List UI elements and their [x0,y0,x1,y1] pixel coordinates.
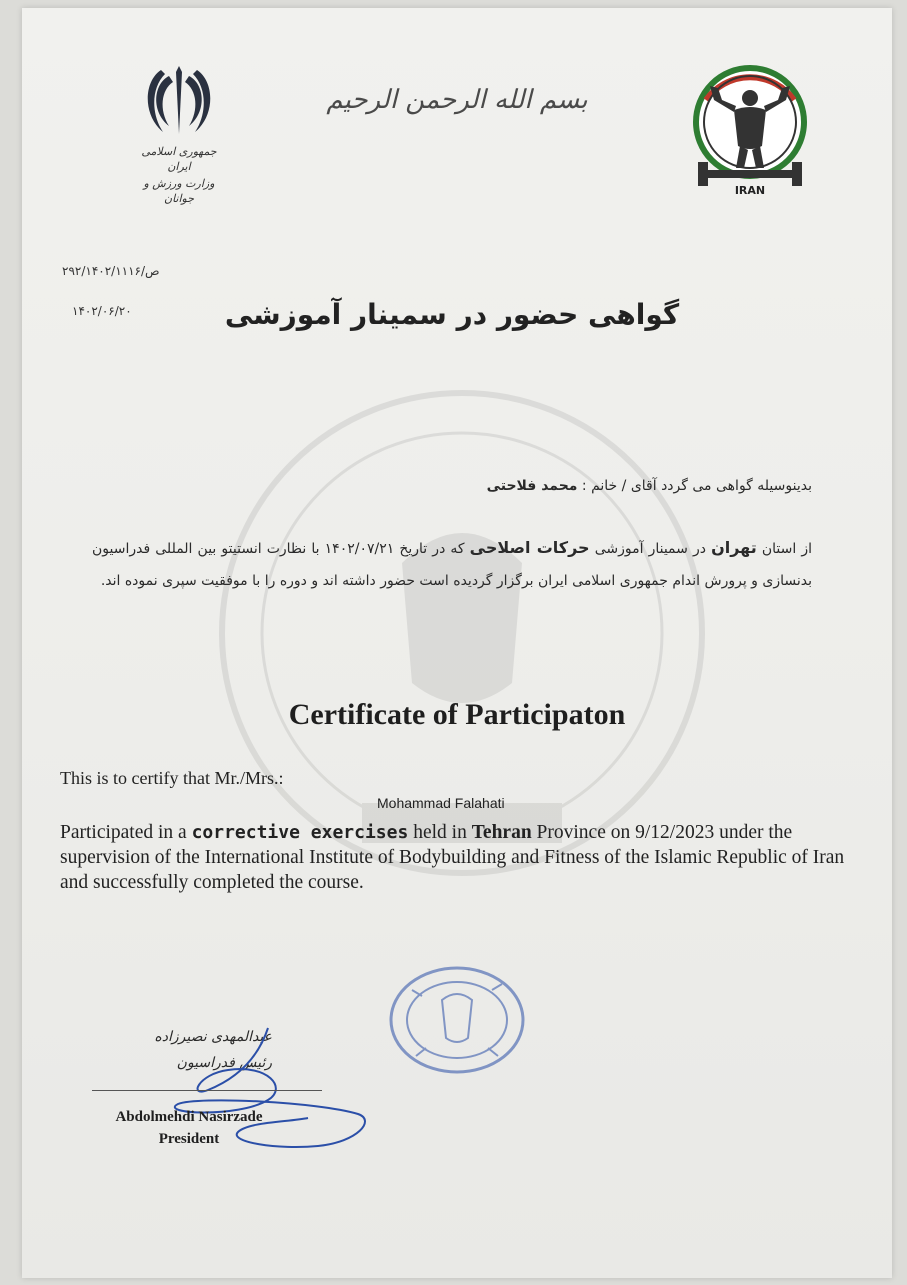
signature-fa-name: عبدالمهدی نصیرزاده [154,1029,272,1045]
persian-certify-prefix: بدینوسیله گواهی می گردد آقای / خانم : [577,478,812,494]
persian-body-paragraph [92,532,812,597]
persian-recipient-name: محمد فلاحتی [486,478,578,494]
bismillah-text: بسم الله الرحمن الرحیم [326,85,588,115]
bodybuilder-logo-icon [690,60,810,200]
persian-para-3: که در تاریخ ۱۴۰۲/۰۷/۲۱ با نظارت انستیتو بین المللی فدراسیون بدنسازی و پرورش اندام جمهوری اسلامی ایران برگزار گردیده است حضور داشته اند و دوره را با موفقیت سپری نموده اند. [92,541,812,589]
persian-para-1: از استان [756,541,812,557]
persian-para-2: در سمینار آموزشی [589,541,712,557]
english-body-paragraph [60,820,850,895]
emblem-caption-1: جمهوری اسلامی ایران [141,145,217,173]
persian-province: تهران [711,538,757,557]
logo-label: IRAN [734,184,766,197]
english-province: Tehran [471,822,532,843]
english-para-1: Participated in a [60,822,192,843]
persian-certify-line [92,478,812,494]
english-para-2: held in [408,822,472,843]
signature-line [92,1090,322,1091]
english-title: Certificate of Participaton [288,698,626,731]
signatory-name: Abdolmehdi Nasirzade [115,1109,263,1125]
persian-course: حرکات اصلاحی [469,538,590,557]
iran-emblem-icon [139,58,219,138]
english-para-3: Province on 9/12/2023 under the supervision of the International Institute of Bodybuilding and Fitness of the Islamic Republic of Iran and successfully completed the course. [60,822,845,893]
signature-english [84,1106,294,1150]
certificate-sheet [22,8,892,1278]
bismillah-calligraphy [322,60,592,150]
english-recipient-name: Mohammad Falahati [377,795,505,811]
reference-date: ۱۴۰۲/۰۶/۲۰ [72,304,132,318]
persian-title: گواهی حضور در سمینار آموزشی [224,298,680,331]
signatory-title: President [158,1131,220,1147]
ministry-emblem [134,58,224,206]
signature-fa-title: رئیس فدراسیون [176,1055,272,1071]
reference-number: ۲۹۲/۱۴۰۲/ص/۱۱۱۶ [62,264,160,278]
english-certify-line: This is to certify that Mr./Mrs.: [60,768,284,788]
federation-logo [690,60,810,204]
official-stamp-icon [382,960,532,1080]
english-course: corrective exercises [191,822,409,843]
emblem-caption-2: وزارت ورزش و جوانان [143,177,215,205]
